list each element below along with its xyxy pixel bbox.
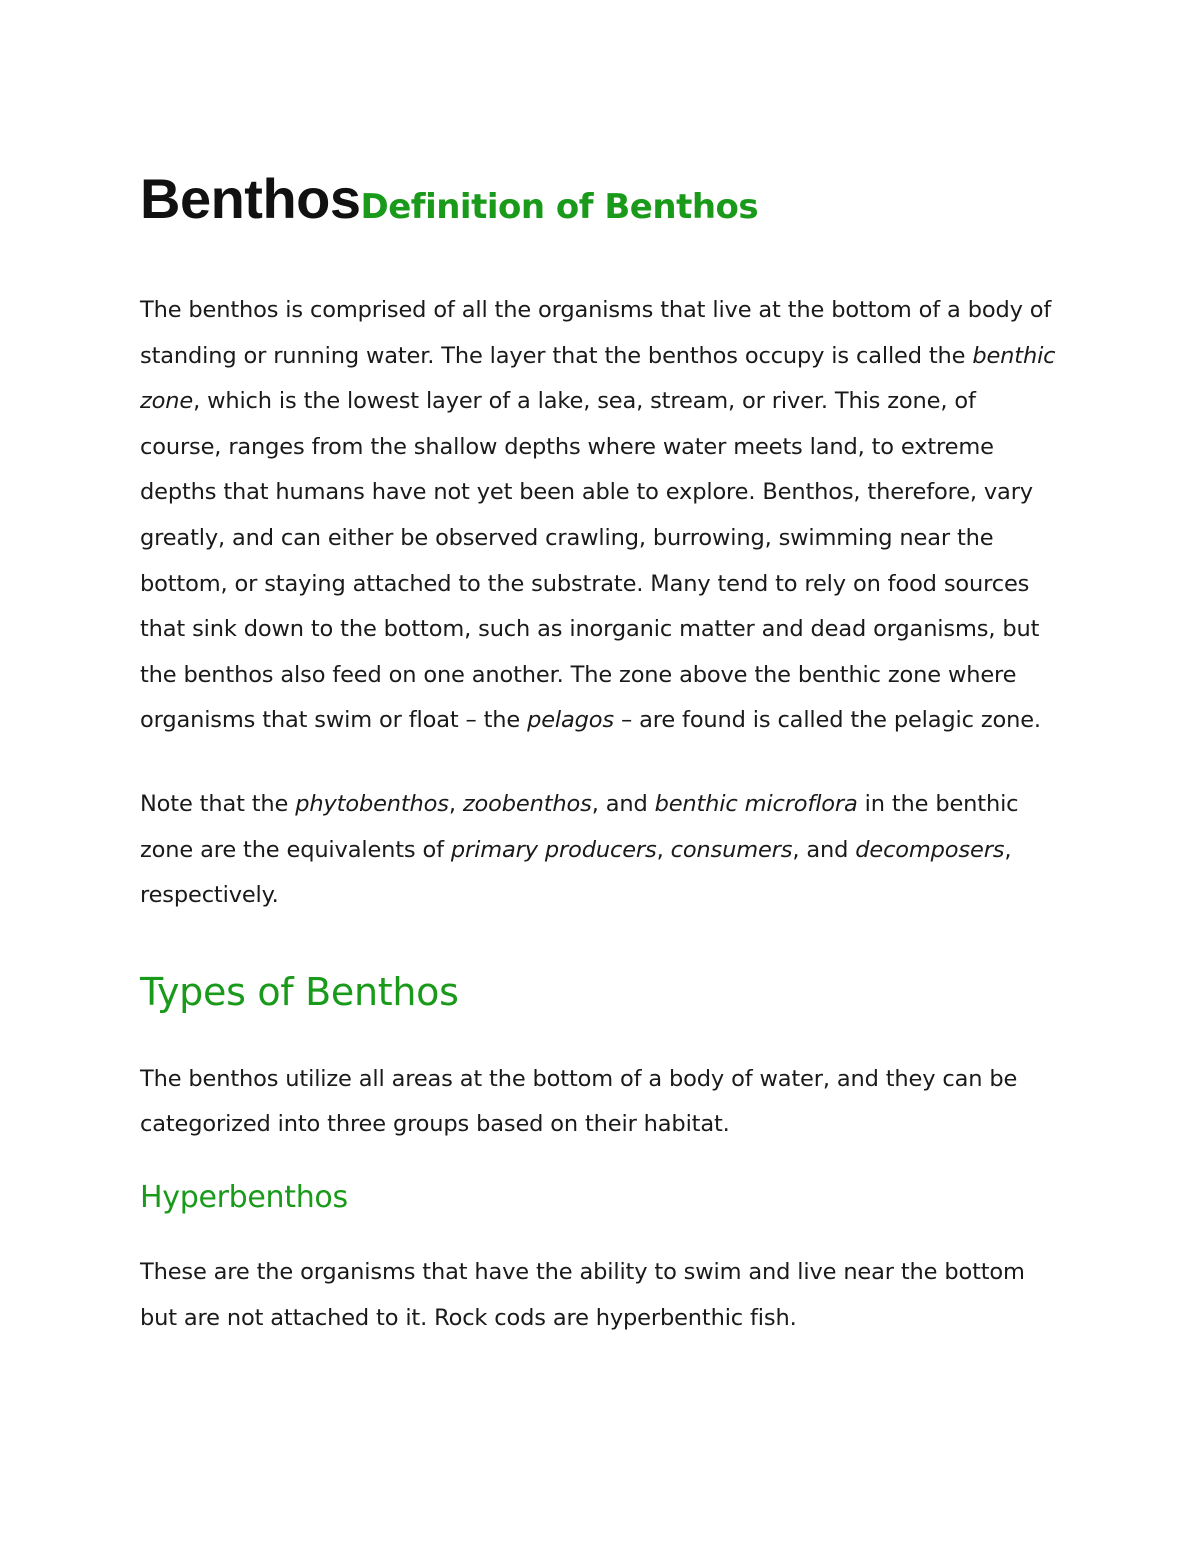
- text-run: The benthos is comprised of all the organisms that live at the bottom of a body of standing or running water. The layer that the benthos occupy is called the: [140, 297, 1052, 369]
- title-subtitle: Definition of Benthos: [360, 187, 759, 227]
- italic-term: pelagos: [527, 707, 614, 734]
- paragraph-hyperbenthos: These are the organisms that have the ability to swim and live near the bottom but are not attached to it. Rock cods are hyperbenthic fish.: [140, 1258, 1025, 1331]
- paragraph-definition: [140, 288, 1060, 744]
- title-main: Benthos: [140, 167, 361, 230]
- text-run: – are found is called the pelagic zone.: [614, 707, 1041, 734]
- text-run: in the benthic zone are the equivalents of: [140, 790, 1019, 863]
- italic-term: benthic microflora: [654, 790, 858, 817]
- italic-term: zoobenthos: [462, 790, 592, 817]
- italic-term: primary producers: [450, 836, 657, 863]
- italic-term: phytobenthos: [295, 790, 449, 817]
- italic-term: benthic zone: [140, 342, 1056, 415]
- text-run: , which is the lowest layer of a lake, sea, stream, or river. This zone, of course, ranges from the shallow depths where water meets land, to extreme depths that humans have not yet been able to explore. Benthos, therefore, vary greatly, and can either be observed crawling, burrowing, swimming near the bottom, or staying attached to the substrate. Many tend to rely on food sources that sink down to the bottom, such as inorganic matter and dead organisms, but the benthos also feed on one another. The zone above the benthic zone where organisms that swim or float – the: [140, 388, 1040, 734]
- text-run: Note that the: [140, 790, 296, 817]
- heading-types-of-benthos: Types of Benthos: [140, 969, 459, 1014]
- document-page: [140, 158, 1060, 1341]
- italic-term: consumers: [670, 836, 793, 863]
- heading-hyperbenthos: Hyperbenthos: [140, 1179, 348, 1215]
- paragraph-types: The benthos utilize all areas at the bottom of a body of water, and they can be categorized into three groups based on their habitat.: [140, 1065, 1018, 1138]
- paragraph-note: [140, 782, 1060, 919]
- text-run: , and: [792, 836, 856, 863]
- italic-term: decomposers: [855, 836, 1005, 863]
- text-run: ,: [448, 790, 463, 817]
- document-title: [140, 158, 1060, 248]
- text-run: ,: [656, 836, 671, 863]
- text-run: , and: [591, 790, 655, 817]
- text-run: , respectively.: [140, 836, 1012, 909]
